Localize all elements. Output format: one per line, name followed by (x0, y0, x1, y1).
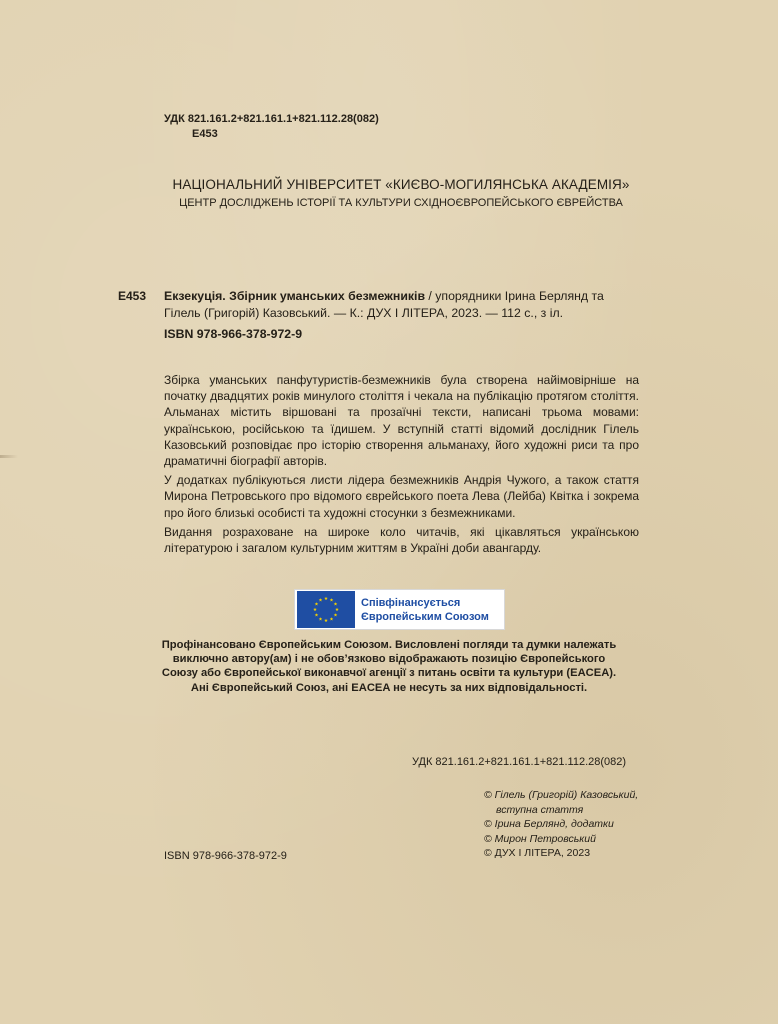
udk-code: УДК 821.161.2+821.161.1+821.112.28(082) (164, 113, 379, 125)
book-title: Екзекуція. Збірник уманських безмежників (164, 289, 426, 303)
copyright-line: © Ірина Берлянд, додатки (484, 818, 614, 831)
annotation-paragraph: Видання розраховане на широке коло читачів, які цікавляться українською літературою і загалом культурним життям в Україні доби авангарду. (164, 524, 639, 556)
catalog-code: Е453 (118, 289, 147, 303)
annotation-paragraph: У додатках публікуються листи лідера безмежників Андрія Чужого, а також стаття Мирона Петровського про відомого єврейського поета Лева (Лейба) Квітка і зокрема про його близькі особисті та художні стосунки з безмежниками. (164, 473, 639, 520)
copyright-block (484, 788, 638, 861)
annotation-paragraph: Збірка уманських панфутуристів-безмежників була створена найімовірніше на початку двадцятих років минулого століття і чекала на публікацію протягом століття. Альманах містить віршовані та прозаїчні тексти, написані трьома мовами: українською, російською та їдишем. У вступній статті відомий дослідник Гілель Казовський розповідає про історію створення альманаху, його художні риси та про драматичні біографії авторів. (164, 373, 639, 469)
eu-cofunding-badge (294, 589, 505, 630)
copyright-line: вступна стаття (496, 803, 584, 816)
isbn-footer: ISBN 978-966-378-972-9 (164, 850, 287, 862)
research-center-name: ЦЕНТР ДОСЛІДЖЕНЬ ІСТОРІЇ ТА КУЛЬТУРИ СХІДНОЄВРОПЕЙСЬКОГО ЄВРЕЙСТВА (179, 197, 623, 209)
disclaimer-line: Союзу або Європейської виконавчої агенції з питань освіти та культури (EACEA). (161, 667, 617, 680)
bibliographic-description (164, 288, 639, 322)
copyright-line: © Гілель (Григорій) Казовський, (484, 789, 639, 801)
udk-footer: УДК 821.161.2+821.161.1+821.112.28(082) (412, 756, 627, 768)
eu-disclaimer (150, 638, 628, 695)
annotation (164, 372, 639, 559)
disclaimer-line: Профінансовано Європейським Союзом. Висловлені погляди та думки належать (161, 639, 617, 651)
university-name: НАЦІОНАЛЬНИЙ УНІВЕРСИТЕТ «КИЄВО-МОГИЛЯНСЬКА АКАДЕМІЯ» (172, 177, 630, 192)
institution-block (120, 176, 682, 212)
eu-badge-text (361, 596, 489, 624)
disclaimer-line: виключно автору(ам) і не обов’язково відображають позицію Європейського (172, 653, 606, 666)
eu-flag-icon (297, 591, 355, 628)
author-mark: Е453 (192, 128, 218, 140)
publication-details: / упорядники Ірина Берлянд та Гілель (Григорій) Казовський. — К.: ДУХ І ЛІТЕРА, 2023. — 112 с., з іл. (164, 289, 604, 320)
page-edge-mark (0, 455, 18, 458)
isbn-main: ISBN 978-966-378-972-9 (164, 327, 303, 341)
udk-header (164, 112, 379, 142)
copyright-line: © ДУХ І ЛІТЕРА, 2023 (484, 847, 591, 860)
eu-badge-line1: Співфінансується (361, 596, 461, 609)
copyright-line: © Мирон Петровський (484, 832, 596, 845)
disclaimer-line: Ані Європейський Союз, ані EACEA не несуть за них відповідальності. (190, 681, 588, 694)
eu-badge-line2: Європейським Союзом (361, 610, 489, 623)
